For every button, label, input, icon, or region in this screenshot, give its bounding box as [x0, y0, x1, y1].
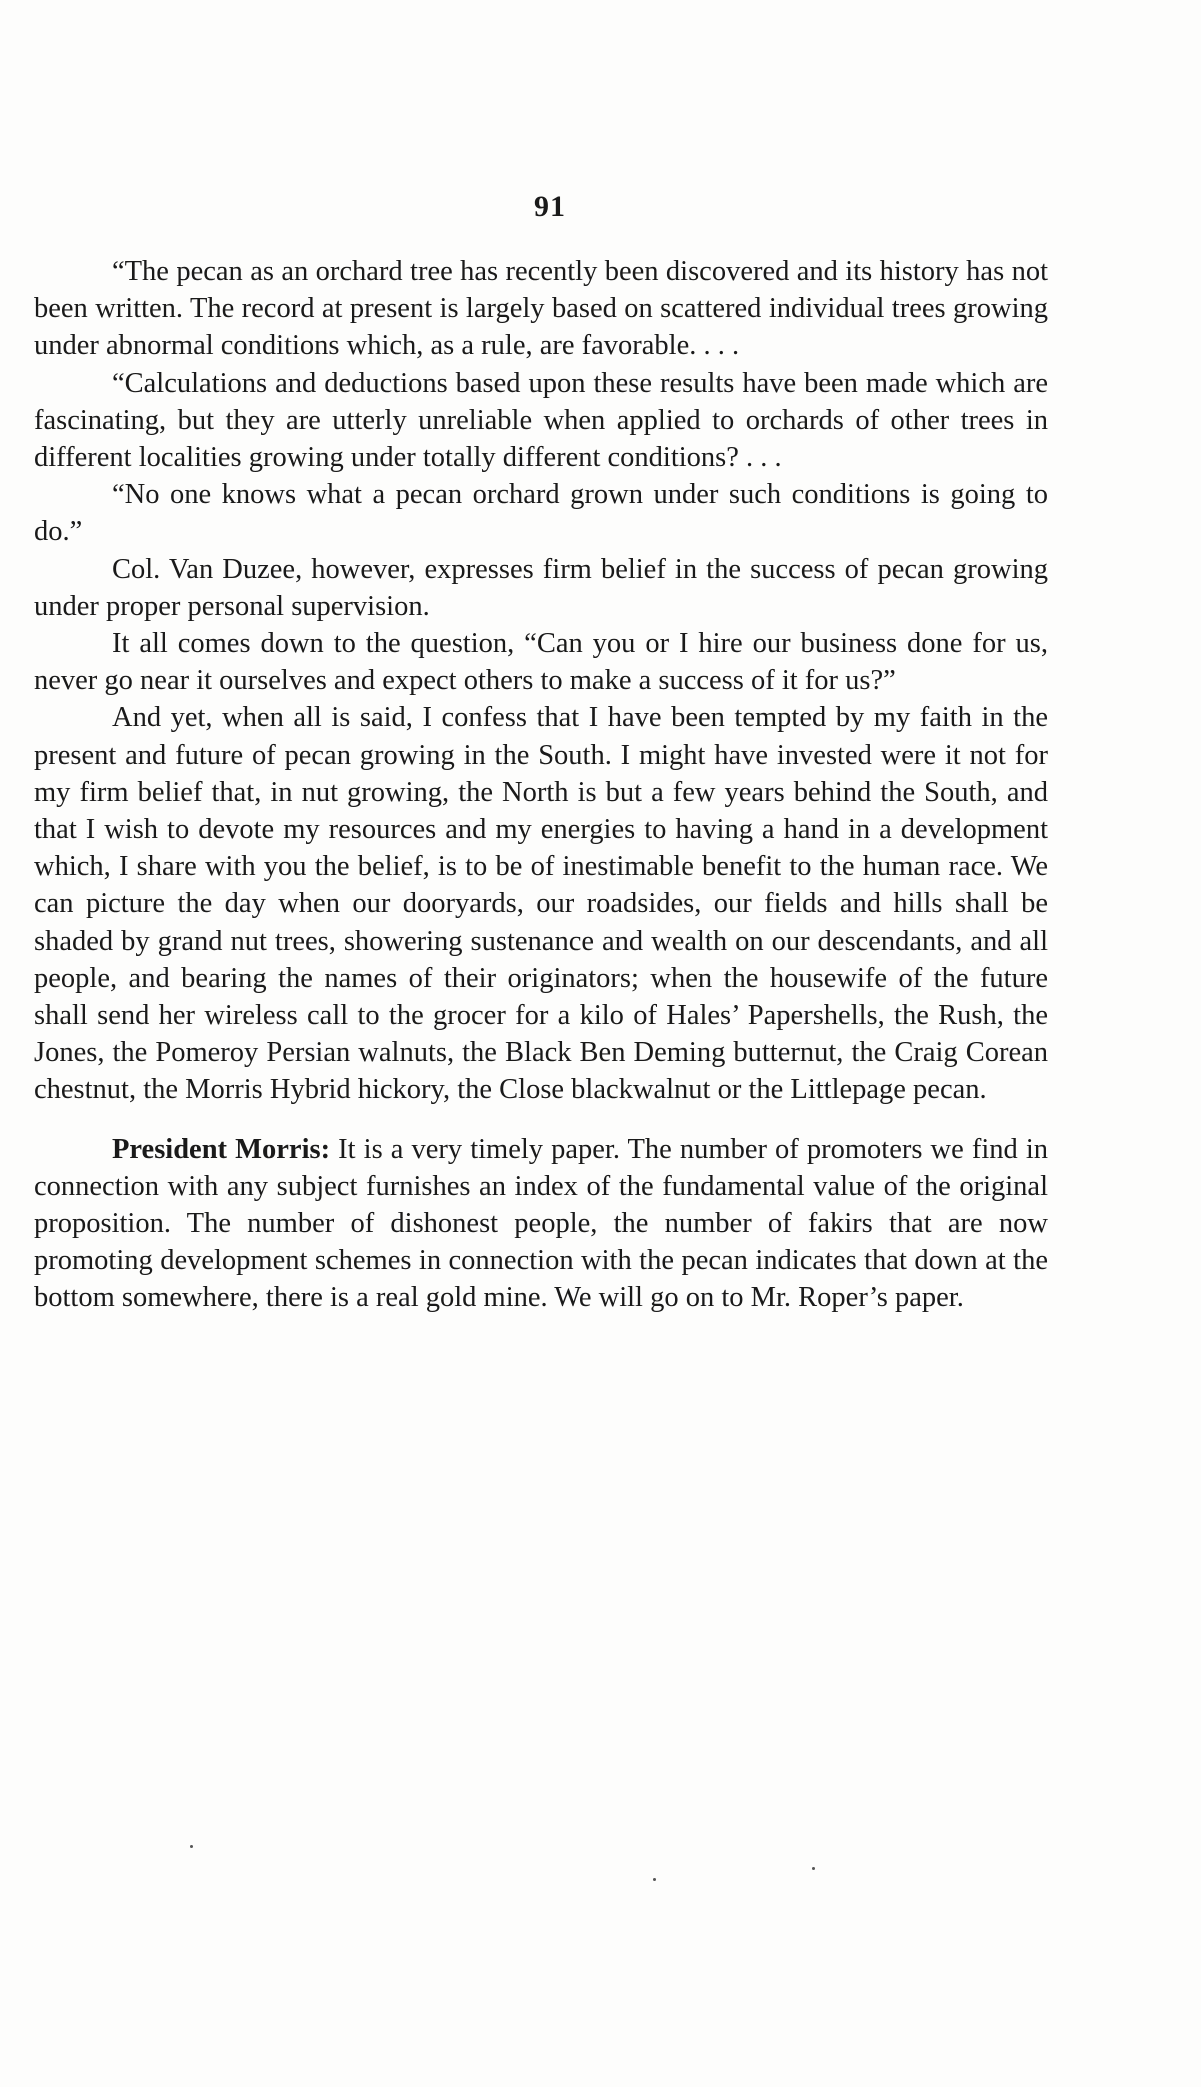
paragraph-quote-3: “No one knows what a pecan orchard grown under such conditions is going to do.”: [34, 479, 1048, 548]
scan-speck: [653, 1878, 656, 1881]
paragraph-discussion: [34, 1131, 1048, 1317]
scan-speck: [190, 1845, 193, 1848]
page-number: 91: [534, 190, 566, 223]
body-text: [34, 253, 1048, 1317]
speaker-name: President Morris:: [112, 1133, 331, 1165]
discussion-text: It is a very timely paper. The number of promoters we find in connection with any subject furnishes an index of the fundamental value of the original proposition. The number of dishonest people, the number of fakirs that are now promoting development schemes in connection with the pecan indicates that down at the bottom somewhere, there is a real gold mine. We will go on to Mr. Roper’s paper.: [34, 1133, 1048, 1314]
scan-speck: [812, 1867, 815, 1870]
paragraph-question: It all comes down to the question, “Can you or I hire our business done for us, never go near it ourselves and expect others to make a success of it for us?”: [34, 628, 1048, 697]
paragraph-and-yet: And yet, when all is said, I confess that I have been tempted by my faith in the present and future of pecan growing in the South. I might have invested were it not for my firm belief that, in nut growing, the North is but a few years behind the South, and that I wish to devote my resources and my energies to having a hand in a development which, I share with you the belief, is to be of inestimable benefit to the human race. We can picture the day when our dooryards, our roadsides, our fields and hills shall be shaded by grand nut trees, showering sustenance and wealth on our descendants, and all people, and bearing the names of their originators; when the housewife of the future shall send her wireless call to the grocer for a kilo of Hales’ Papershells, the Rush, the Jones, the Pomeroy Persian walnuts, the Black Ben Deming butternut, the Craig Corean chestnut, the Morris Hybrid hickory, the Close blackwalnut or the Littlepage pecan.: [34, 702, 1048, 1106]
paragraph-quote-2: “Calculations and deductions based upon these results have been made which are fascinating, but they are utterly unreliable when applied to orchards of other trees in different localities growing under totally different conditions? . . .: [34, 367, 1048, 474]
paragraph-quote-1: “The pecan as an orchard tree has recently been discovered and its history has not been written. The record at present is largely based on scattered individual trees growing under abnormal conditions which, as a rule, are favorable. . . .: [34, 256, 1048, 362]
paragraph-van-duzee: Col. Van Duzee, however, expresses firm belief in the success of pecan growing under proper personal supervision.: [34, 553, 1048, 622]
